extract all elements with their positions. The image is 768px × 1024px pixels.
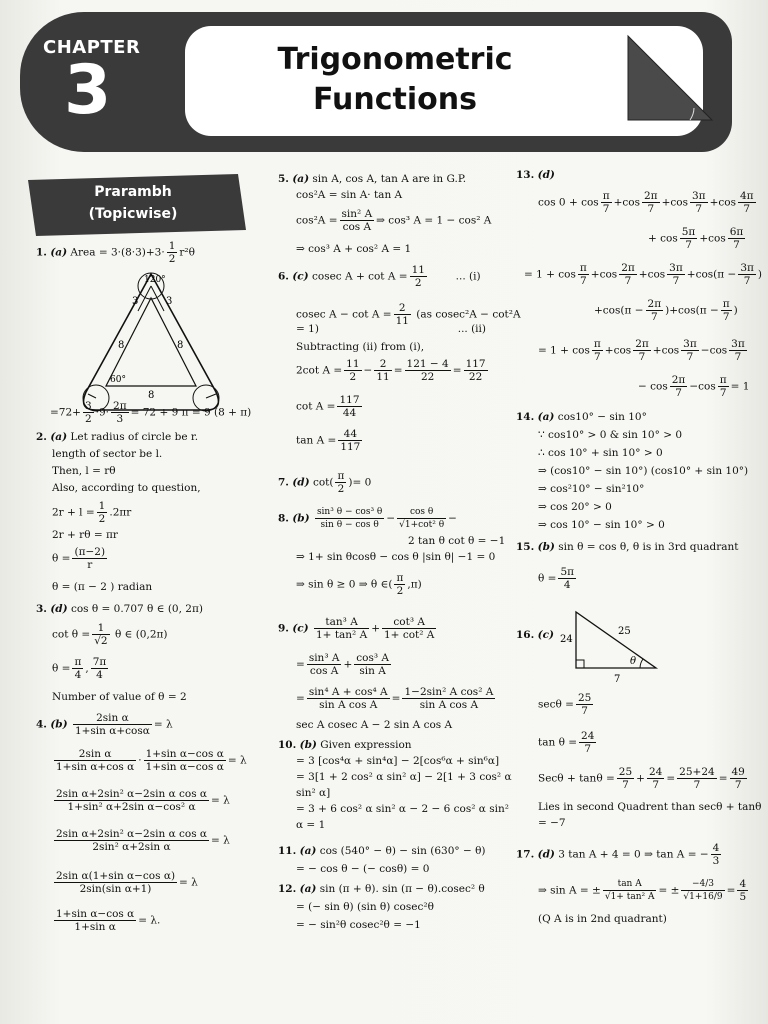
section-banner xyxy=(28,174,248,236)
q17-line-2: ⇒ sin A = ± $\frac{\text{tan A}}{\text{√1+ tan² A}}$ = ± $\frac{-4/3}{√1+16/9}$ = $\frac{4}{5}$ xyxy=(538,878,747,903)
q10-line-1: 10. (b) Given expression xyxy=(278,739,412,751)
q11-line-2: = − cos θ − (− cosθ) = 0 xyxy=(296,863,430,875)
section-title: Prarambh xyxy=(94,184,172,200)
q17-line-1: 17. (d) 3 tan A + 4 = 0 ⇒ tan A = − $\frac{4}{3}$ xyxy=(516,842,720,867)
chapter-label: CHAPTER xyxy=(43,37,141,58)
q2-eq-2: 2r + rθ = πr xyxy=(52,529,118,541)
q3-line-2: cot θ = $\frac{1}{√2}$ θ ∈ (0,2π) xyxy=(52,622,168,647)
q9-line-3: = $\frac{\text{sin⁴ A + cos⁴ A}}{\text{sin A cos A}}$ = $\frac{\text{1−2sin² A cos² A}}{\text{sin A cos A}}$ xyxy=(296,686,494,711)
title-line-1: Trigonometric xyxy=(277,42,513,77)
q1-text-end: r²θ xyxy=(179,246,195,259)
q3-line-1: 3. (d) cos θ = 0.707 θ ∈ (0, 2π) xyxy=(36,603,203,615)
q6-line-7: tan A = $\frac{44}{117}$ xyxy=(296,428,361,453)
q4-line-6: $\frac{\text{1+sin α−cos α}}{\text{1+sin α}}$ = λ. xyxy=(56,908,161,933)
q4-line-5: $\frac{\text{2sin α(1+sin α−cos α)}}{\text{2sin(sin α+1)}}$ = λ xyxy=(56,870,198,895)
q3-line-4: Number of value of θ = 2 xyxy=(52,691,187,703)
q14-line-4: ⇒ (cos10° − sin 10°) (cos10° + sin 10°) xyxy=(538,465,749,477)
q15-line-2: θ = $\frac{5\pi}{4}$ xyxy=(538,566,575,591)
q12-line-2: = (− sin θ) (sin θ) cosec²θ xyxy=(296,901,434,913)
fig2-label-25: 25 xyxy=(618,626,631,637)
q14-line-6: ⇒ cos 20° > 0 xyxy=(538,501,612,513)
q2-eq-4: θ = (π − 2 ) radian xyxy=(52,581,153,593)
q5-line-3: cos²A = $\frac{\text{sin² A}}{\text{cos A}}$ ⇒ cos³ A = 1 − cos² A xyxy=(296,208,492,233)
q5-line-2: cos²A = sin A· tan A xyxy=(296,189,403,201)
q1-line xyxy=(36,240,195,265)
q13-line-5: = 1 + cos $\frac{\pi}{7}$ +cos $\frac{2\pi}{7}$ +cos $\frac{3\pi}{7}$ −cos $\frac{3\pi}{7}$ xyxy=(538,338,745,363)
q9-line-4: sec A cosec A − 2 sin A cos A xyxy=(296,719,453,731)
q6-line-1: 6. (c) cosec A + cot A = $\frac{11}{2}$ ... (i) xyxy=(278,264,481,289)
q8-line-1: 8. (b) $\frac{\text{sin³ θ − cos³ θ}}{\text{sin θ − cos θ}}$ − $\frac{\text{cos θ}}{\text{√1+cot² θ}}$ − xyxy=(278,507,457,530)
q16-line-4: Lies in second Quadrent than secθ + tanθ xyxy=(538,801,762,813)
q16-line-2: tan θ = $\frac{24}{7}$ xyxy=(538,730,595,755)
q14-line-1: 14. (a) cos10° − sin 10° xyxy=(516,411,647,423)
q13-line-1: cos 0 + cos $\frac{\pi}{7}$ +cos $\frac{2\pi}{7}$ +cos $\frac{3\pi}{7}$ +cos $\frac{4\pi}{7}$ xyxy=(538,190,754,215)
q13-line-3: = 1 + cos $\frac{\pi}{7}$ +cos $\frac{2\pi}{7}$ +cos $\frac{3\pi}{7}$ +cos(π − $\frac{3\pi}{7}$ ) xyxy=(524,262,763,287)
q13-line-2: + cos $\frac{5\pi}{7}$ +cos $\frac{6\pi}{7}$ xyxy=(648,226,744,251)
q17-line-3: (Q A is in 2nd quadrant) xyxy=(538,913,667,925)
q16-line-1: secθ = $\frac{25}{7}$ xyxy=(538,692,592,717)
q4-line-2: $\frac{\text{2sin α}}{\text{1+sin α+cos α}}$ · $\frac{\text{1+sin α−cos α}}{\text{1+sin α−cos α}}$ = λ xyxy=(56,748,247,773)
q4-line-4: $\frac{\text{2sin α+2sin² α−2sin α cos α}}{\text{2sin² α+2sin α}}$ = λ xyxy=(56,828,230,853)
q10-line-2: = 3 [cos⁴α + sin⁴α] − 2[cos⁶α + sin⁶α] xyxy=(296,755,500,767)
q16-line-5: = −7 xyxy=(538,817,566,829)
q12-line-1: 12. (a) sin (π + θ). sin (π − θ).cosec² θ xyxy=(278,883,485,895)
q1-text: Area = 3·(8·3)+3· xyxy=(70,246,165,259)
fig1-label-8-right: 8 xyxy=(177,340,184,351)
q16-label: 16. (c) xyxy=(516,629,554,641)
q9-line-1: 9. (c) $\frac{\text{tan³ A}}{\text{1+ tan² A}}$ + $\frac{\text{cot³ A}}{\text{1+ cot² A}}$ xyxy=(278,616,435,641)
q10-line-3: = 3[1 + 2 cos² α sin² α] − 2[1 + 3 cos² α xyxy=(296,771,512,783)
triangle-icon xyxy=(620,30,720,130)
q10-line-6: α = 1 xyxy=(296,819,326,831)
q8-line-3: ⇒ 1+ sin θcosθ − cos θ |sin θ| −1 = 0 xyxy=(296,551,496,563)
q2-line-1: 2. (a) Let radius of circle be r. xyxy=(36,431,199,443)
page-title xyxy=(250,40,540,120)
section-subtitle: (Topicwise) xyxy=(88,206,178,222)
q2-line-3: Then, l = rθ xyxy=(52,465,116,477)
q14-line-3: ∴ cos 10° + sin 10° > 0 xyxy=(538,447,663,459)
q4-line-1: 4. (b) $\frac{\text{2sin α}}{\text{1+sin α+cosα}}$ = λ xyxy=(36,712,173,737)
q2-eq-1: 2r + l = $\frac{1}{2}$ .2πr xyxy=(52,500,132,525)
fig1-label-8-bottom: 8 xyxy=(148,390,155,401)
fig1-label-angle-bottom: 60° xyxy=(110,375,126,385)
q1-frac: $\frac{1}{2}$ xyxy=(168,240,176,265)
title-line-2: Functions xyxy=(313,82,477,117)
q1-number: 1. xyxy=(36,246,47,259)
q8-line-4: ⇒ sin θ ≥ 0 ⇒ θ ∈( $\frac{\pi}{2}$ ,π) xyxy=(296,572,422,597)
q6-line-4: Subtracting (ii) from (i), xyxy=(296,341,425,353)
q14-line-5: ⇒ cos²10° − sin²10° xyxy=(538,483,645,495)
q8-line-2: 2 tan θ cot θ = −1 xyxy=(408,535,506,547)
q7-line-1: 7. (d) cot( $\frac{\pi}{2}$ )= 0 xyxy=(278,470,372,495)
q14-line-2: ∵ cos10° > 0 & sin 10° > 0 xyxy=(538,429,683,441)
fig2-label-7: 7 xyxy=(614,674,621,685)
q6-line-2: cosec A − cot A = $\frac{2}{11}$ (as cosec²A − cot²A xyxy=(296,302,521,327)
q6-line-6: cot A = $\frac{117}{44}$ xyxy=(296,394,360,419)
q16-line-3: Secθ + tanθ = $\frac{25}{7}$ + $\frac{24}{7}$ = $\frac{25+24}{7}$ = $\frac{49}{7}$ xyxy=(538,766,745,791)
q11-line-1: 11. (a) cos (540° − θ) − sin (630° − θ) xyxy=(278,845,486,857)
right-triangle-figure xyxy=(560,604,670,688)
fig1-label-angle-top: 120° xyxy=(144,275,166,285)
q14-line-7: ⇒ cos 10° − sin 10° > 0 xyxy=(538,519,665,531)
q9-line-2: = $\frac{\text{sin³ A}}{\text{cos A}}$ + $\frac{\text{cos³ A}}{\text{sin A}}$ xyxy=(296,652,389,677)
fig2-label-theta: θ xyxy=(630,656,637,667)
rounded-triangle-figure xyxy=(66,264,236,414)
fig1-label-8-left: 8 xyxy=(118,340,125,351)
q5-line-1: 5. (a) sin A, cos A, tan A are in G.P. xyxy=(278,173,467,185)
q2-line-2: length of sector be l. xyxy=(52,448,163,460)
fig1-label-3-left: 3 xyxy=(132,296,139,307)
q15-line-1: 15. (b) sin θ = cos θ, θ is in 3rd quadrant xyxy=(516,541,739,553)
q1-result: =72+ $\frac{3}{2}$ ·9· $\frac{2\pi}{3}$ = 72 + 9 π = 9 (8 + π) xyxy=(50,400,252,425)
q5-line-4: ⇒ cos³ A + cos² A = 1 xyxy=(296,243,412,255)
chapter-number: 3 xyxy=(64,51,112,130)
q10-line-4: sin² α] xyxy=(296,787,331,799)
q4-line-3: $\frac{\text{2sin α+2sin² α−2sin α cos α}}{\text{1+sin² α+2sin α−cos² α}}$ = λ xyxy=(56,788,230,813)
q13-line-4: +cos(π − $\frac{2\pi}{7}$ )+cos(π − $\frac{\pi}{7}$ ) xyxy=(594,298,738,323)
q12-line-3: = − sin²θ cosec²θ = −1 xyxy=(296,919,421,931)
q13-line-6: − cos $\frac{2\pi}{7}$ −cos $\frac{\pi}{7}$ = 1 xyxy=(638,374,750,399)
q6-line-3: = 1) ... (ii) xyxy=(296,323,486,335)
fig1-label-3-right: 3 xyxy=(166,296,173,307)
q2-eq-3: θ = $\frac{(\pi-2)}{r}$ xyxy=(52,546,106,571)
q1-option: (a) xyxy=(50,246,68,259)
q3-line-3: θ = $\frac{\pi}{4}$ , $\frac{7\pi}{4}$ xyxy=(52,656,107,681)
q2-line-4: Also, according to question, xyxy=(52,482,201,494)
fig2-label-24: 24 xyxy=(560,634,573,645)
q13-label: 13. (d) xyxy=(516,169,555,181)
q6-line-5: 2cot A = $\frac{11}{2}$ − $\frac{2}{11}$ = $\frac{121 - 4}{22}$ = $\frac{117}{22}$ xyxy=(296,358,486,383)
q10-line-5: = 3 + 6 cos² α sin² α − 2 − 6 cos² α sin² xyxy=(296,803,509,815)
